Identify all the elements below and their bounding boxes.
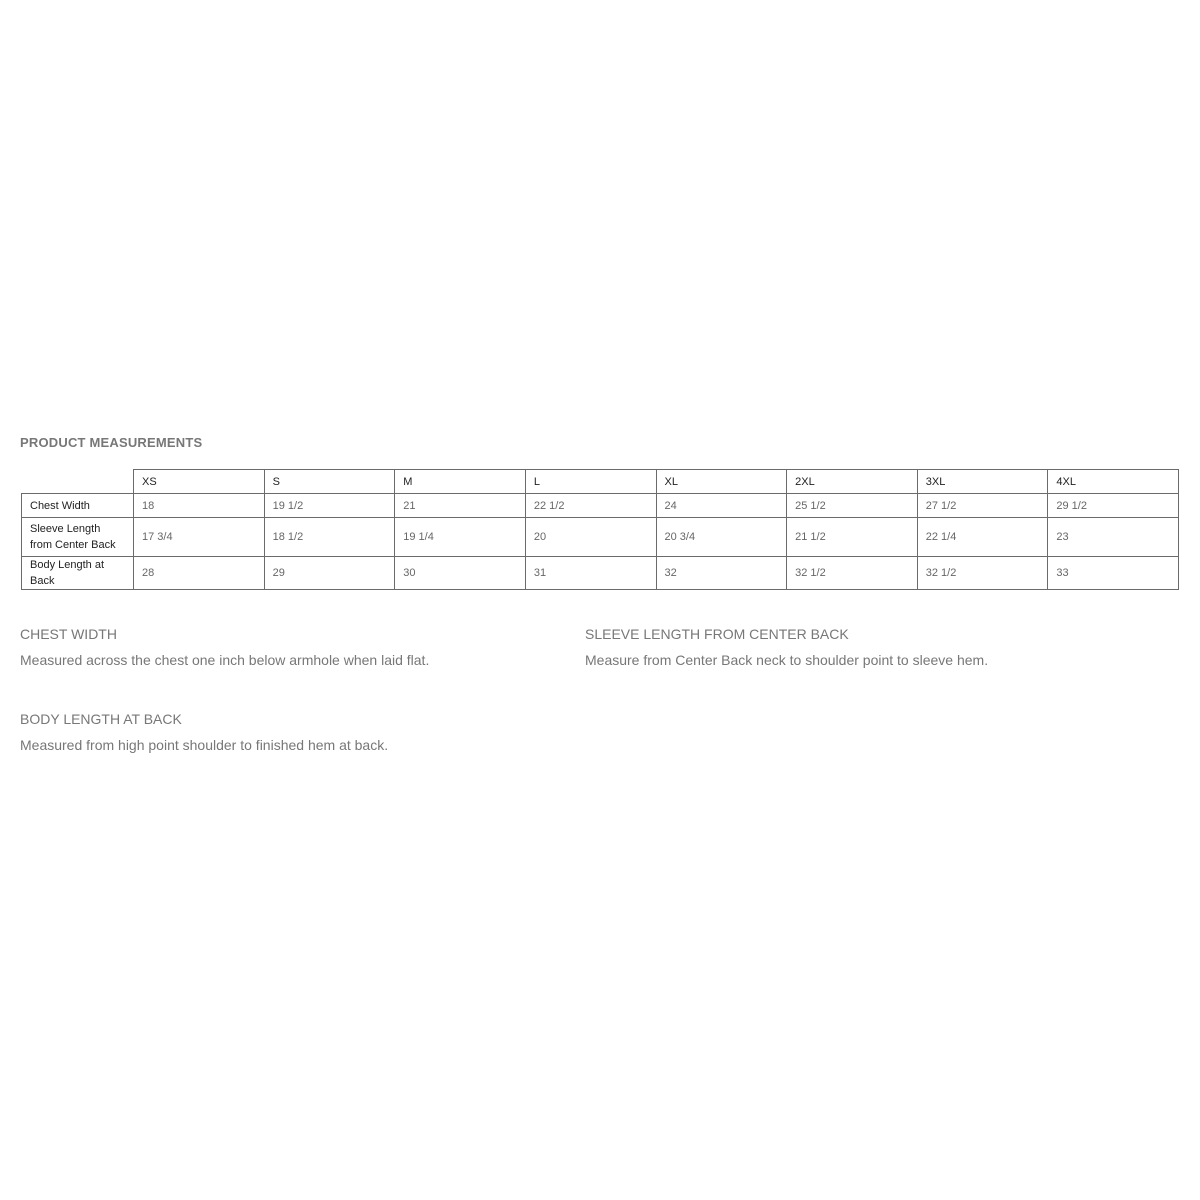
description-text: Measured from high point shoulder to finished hem at back. [20,737,389,753]
size-header-cell: M [395,470,526,494]
table-cell: 17 3/4 [134,518,265,557]
table-cell: 31 [525,557,656,590]
table-row [22,518,1179,557]
size-chart-table [21,469,1179,590]
table-cell: 33 [1048,557,1179,590]
description-text: Measure from Center Back neck to shoulder point to sleeve hem. [585,652,989,668]
table-cell: 22 1/2 [525,494,656,518]
chest-width-description [20,626,540,668]
description-title: SLEEVE LENGTH FROM CENTER BACK [585,626,849,642]
table-cell: 19 1/4 [395,518,526,557]
size-header-row [22,470,1179,494]
table-cell: 24 [656,494,787,518]
table-cell: 22 1/4 [917,518,1048,557]
size-header-cell: 3XL [917,470,1048,494]
table-cell: 32 [656,557,787,590]
size-header-cell: 4XL [1048,470,1179,494]
table-corner-cell [22,470,134,494]
table-cell: 29 1/2 [1048,494,1179,518]
table-cell: 18 [134,494,265,518]
table-cell: 19 1/2 [264,494,395,518]
table-cell: 32 1/2 [917,557,1048,590]
table-cell: 20 [525,518,656,557]
row-label: Body Length at Back [22,557,134,590]
page-title: PRODUCT MEASUREMENTS [20,435,203,450]
table-row [22,557,1179,590]
body-length-description [20,711,540,753]
row-label: Sleeve Length from Center Back [22,518,134,557]
table-cell: 23 [1048,518,1179,557]
sleeve-length-description [585,626,1105,668]
table-cell: 18 1/2 [264,518,395,557]
description-title: CHEST WIDTH [20,626,117,642]
table-cell: 29 [264,557,395,590]
table-cell: 21 1/2 [787,518,918,557]
description-title: BODY LENGTH AT BACK [20,711,182,727]
table-cell: 32 1/2 [787,557,918,590]
size-header-cell: S [264,470,395,494]
table-row [22,494,1179,518]
table-cell: 25 1/2 [787,494,918,518]
size-header-cell: 2XL [787,470,918,494]
row-label: Chest Width [22,494,134,518]
description-text: Measured across the chest one inch below armhole when laid flat. [20,652,430,668]
size-header-cell: XS [134,470,265,494]
table-cell: 20 3/4 [656,518,787,557]
table-cell: 28 [134,557,265,590]
size-header-cell: L [525,470,656,494]
table-cell: 21 [395,494,526,518]
table-cell: 27 1/2 [917,494,1048,518]
table-cell: 30 [395,557,526,590]
size-header-cell: XL [656,470,787,494]
